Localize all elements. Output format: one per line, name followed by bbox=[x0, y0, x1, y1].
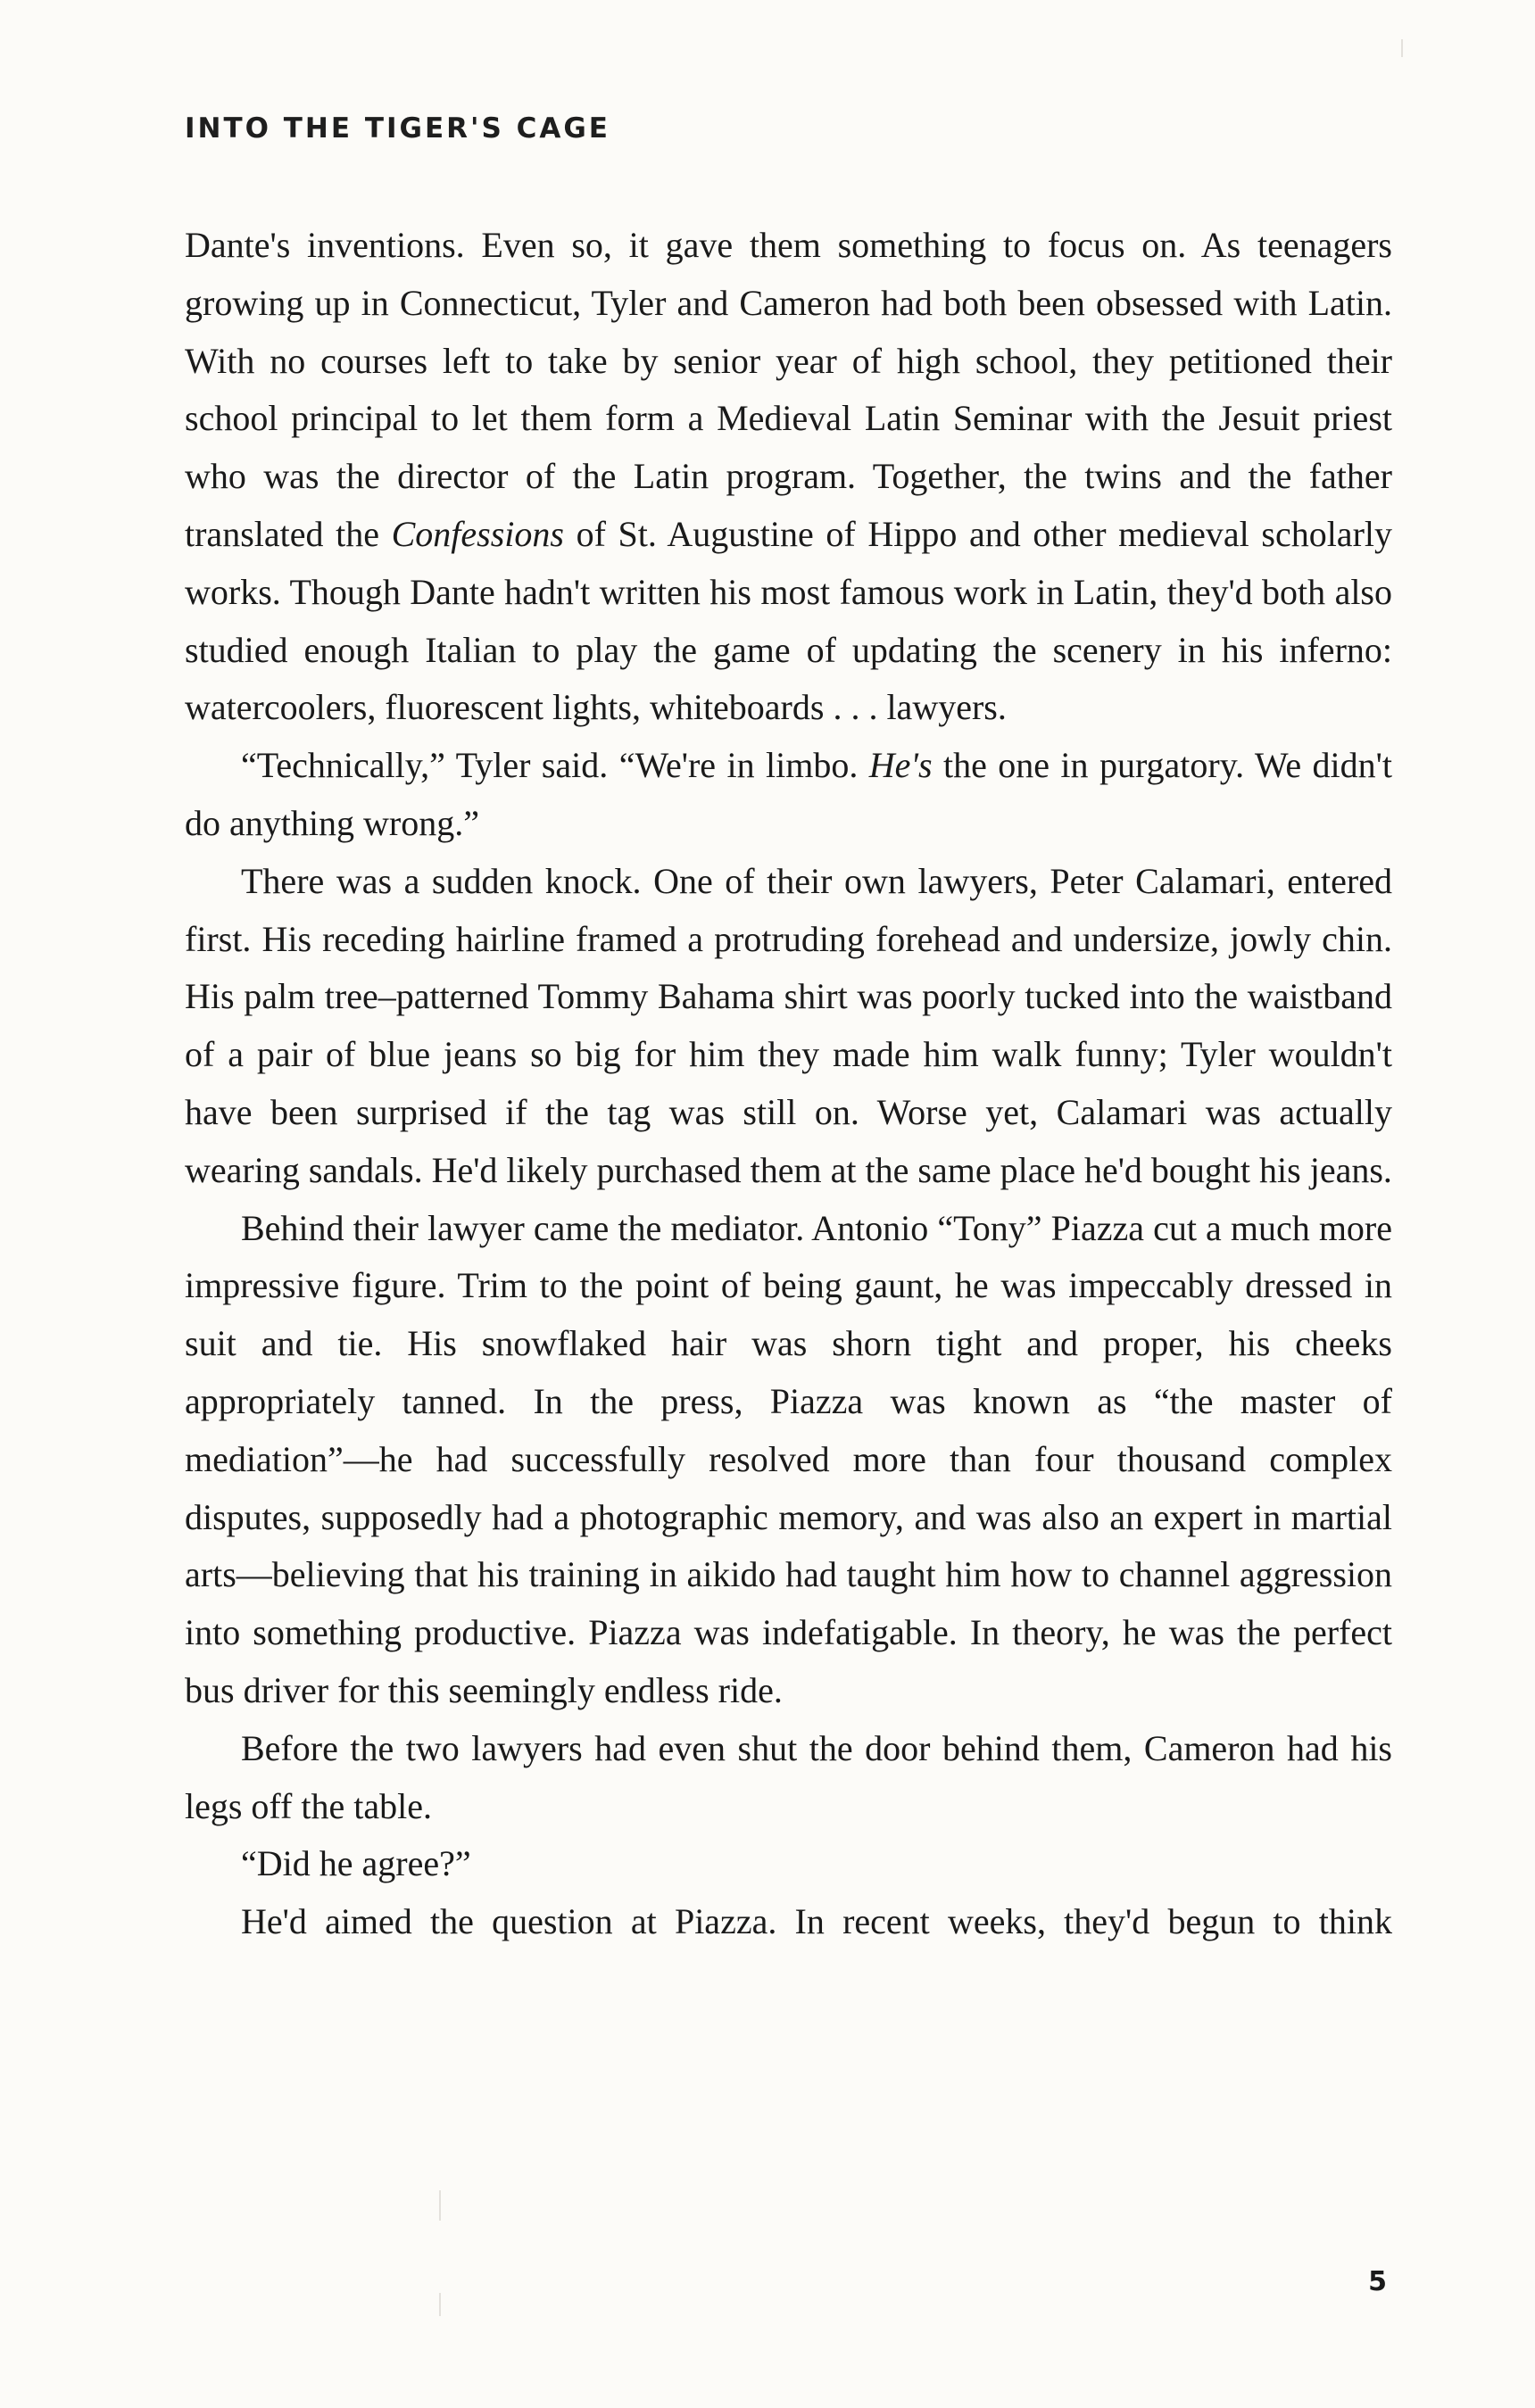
page-number: 5 bbox=[1368, 2266, 1387, 2297]
paragraph-7-text: He'd aimed the question at Piazza. In recent weeks, they'd begun to think bbox=[241, 1901, 1392, 1942]
scan-mark bbox=[1401, 39, 1403, 57]
paragraph-3 bbox=[185, 853, 1392, 1200]
paragraph-4-text: Behind their lawyer came the mediator. Antonio “Tony” Piazza cut a much more impressive figure. Trim to the point of being gaunt, he was impeccably dressed in suit and tie. His snowflaked hair was shorn tight and proper, his cheeks appropriately tanned. In the press, Piazza was known as “the master of mediation”—he had successfully resolved more than four thousand complex disputes, supposedly had a photographic memory, and was also an expert in martial arts—believing that his training in aikido had taught him how to channel aggression into something productive. Piazza was indefatigable. In theory, he was the perfect bus driver for this seemingly endless ride. bbox=[185, 1207, 1392, 1710]
paragraph-5-text: Before the two lawyers had even shut the door behind them, Cameron had his legs off the table. bbox=[185, 1727, 1392, 1826]
paragraph-2-text-a: “Technically,” Tyler said. “We're in limbo. bbox=[241, 745, 869, 786]
scan-mark bbox=[439, 2190, 441, 2221]
paragraph-1-text-b: of St. Augustine of Hippo and other medieval scholarly works. Though Dante hadn't written his most famous work in Latin, they'd both also studied enough Italian to play the game of updating the scenery in his inferno: watercoolers, fluorescent lights, whiteboards . . . lawyers. bbox=[185, 513, 1392, 728]
paragraph-6-text: “Did he agree?” bbox=[241, 1843, 471, 1884]
paragraph-3-text: There was a sudden knock. One of their own lawyers, Peter Calamari, entered first. His receding hairline framed a protruding forehead and undersize, jowly chin. His palm tree–patterned Tommy Bahama shirt was poorly tucked into the waistband of a pair of blue jeans so big for him they made him walk funny; Tyler wouldn't have been surprised if the tag was still on. Worse yet, Calamari was actually wearing sandals. He'd likely purchased them at the same place he'd bought his jeans. bbox=[185, 860, 1392, 1190]
paragraph-2-text-b: the one in purgatory. We didn't do anything wrong.” bbox=[185, 745, 1392, 843]
paragraph-2 bbox=[185, 737, 1392, 853]
paragraph-2-italic: He's bbox=[868, 745, 933, 786]
paragraph-1-text-a: Dante's inventions. Even so, it gave them something to focus on. As teenagers growing up in Connecticut, Tyler and Cameron had both been obsessed with Latin. With no courses left to take by senior year of high school, they petitioned their school principal to let them form a Medieval Latin Seminar with the Jesuit priest who was the director of the Latin program. Together, the twins and the father translated the bbox=[185, 225, 1392, 554]
paragraph-1 bbox=[185, 217, 1392, 737]
scan-mark bbox=[439, 2293, 441, 2316]
paragraph-7 bbox=[185, 1893, 1392, 1951]
paragraph-1-italic-title: Confessions bbox=[391, 513, 564, 554]
paragraph-6 bbox=[185, 1835, 1392, 1893]
running-head: INTO THE TIGER'S CAGE bbox=[185, 112, 610, 145]
paragraph-5 bbox=[185, 1720, 1392, 1836]
body-text bbox=[185, 217, 1392, 1951]
paragraph-4 bbox=[185, 1200, 1392, 1720]
